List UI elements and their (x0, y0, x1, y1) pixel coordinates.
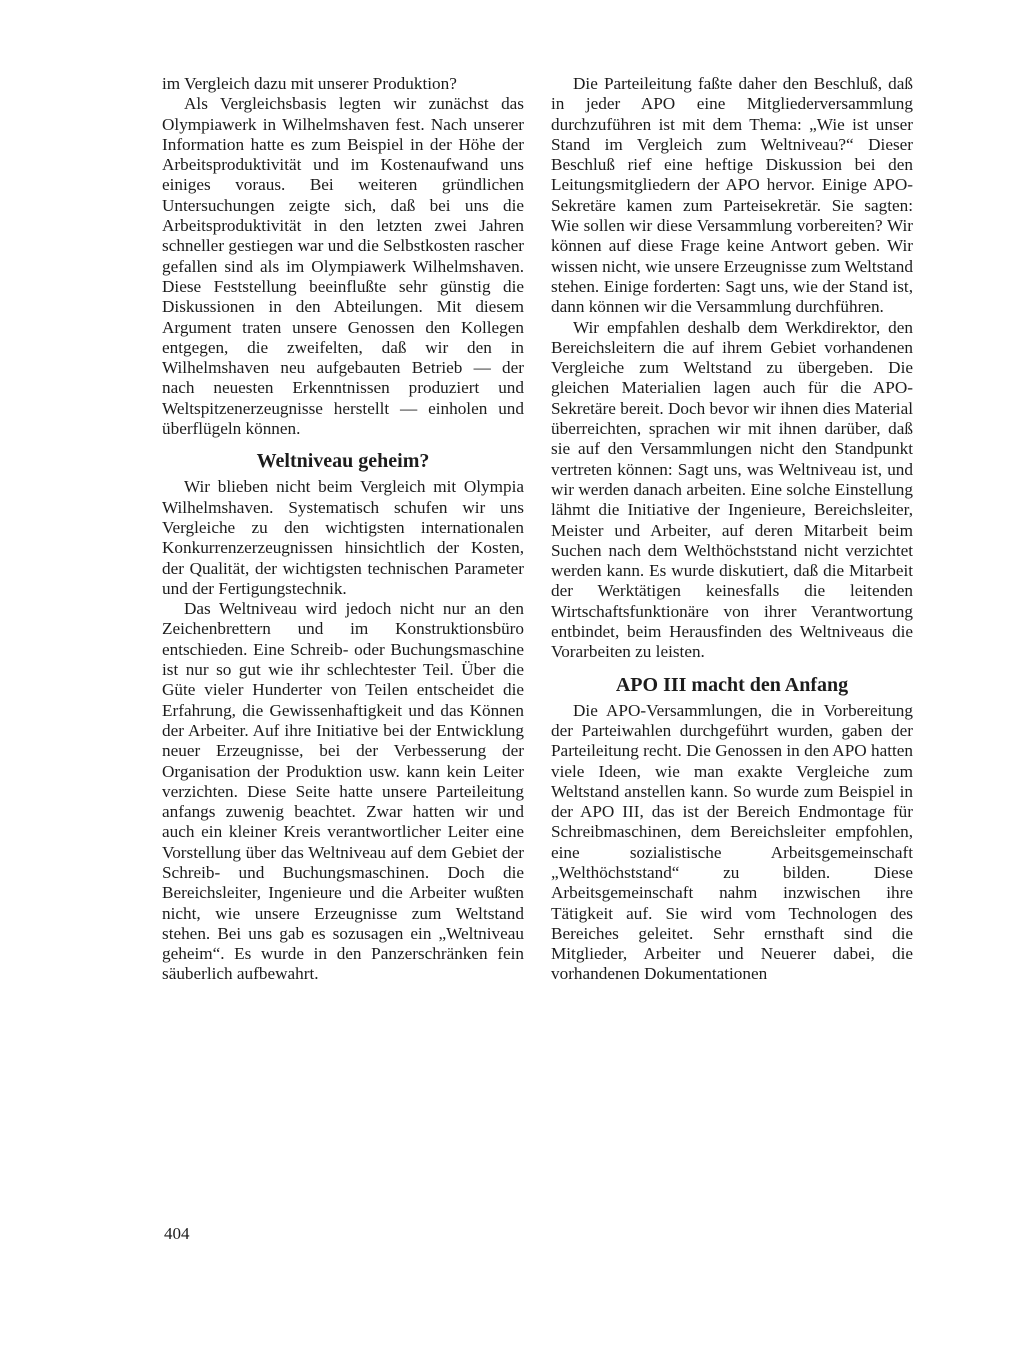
right-column (551, 74, 913, 985)
paragraph: Das Weltniveau wird jedoch nicht nur an den Zeichenbrettern und im Konstruktionsbüro entschieden. Eine Schreib- oder Buchungsmaschine ist nur so gut wie ihr schlechtester Teil. Über die Güte vieler Hunderter von Teilen entscheidet die Erfahrung, die Gewissenhaftigkeit und das Können der Arbeiter. Auf ihre Initiative bei der Entwicklung neuer Erzeugnisse, bei der Verbesserung der Organisation der Produktion usw. kann kein Leiter verzichten. Diese Seite hatte unsere Parteileitung anfangs zuwenig beachtet. Zwar hatten wir und auch ein kleiner Kreis verantwortlicher Leiter eine Vorstellung über das Weltniveau auf dem Gebiet der Schreib- und Buchungsmaschinen. Doch die Bereichsleiter, Ingenieure und die Arbeiter wußten nicht, wie unsere Erzeugnisse zum Weltstand stehen. Bei uns gab es sozusagen ein „Weltniveau geheim“. Es wurde in den Panzerschränken fein säuberlich aufbewahrt. (162, 599, 524, 984)
section-heading: APO III macht den Anfang (615, 673, 849, 696)
paragraph: Die APO-Versammlungen, die in Vorbereitung der Parteiwahlen durchgeführt wurden, gaben der Parteileitung recht. Die Genossen in den APO hatten viele Ideen, wie man exakte Vergleiche zum Weltstand anstellen kann. So wurde zum Beispiel in der APO III, das ist der Bereich Endmontage für Schreibmaschinen, dem Bereichsleiter empfohlen, eine sozialistische Arbeitsgemeinschaft „Welthöchststand“ zu bilden. Diese Arbeitsgemeinschaft nahm inzwischen ihre Tätigkeit auf. Sie wird vom Technologen des Bereiches geleitet. Sehr ernsthaft sind die Mitglieder, Arbeiter und Neuerer dabei, die vorhandenen Dokumentationen (551, 700, 913, 984)
page-number: 404 (164, 1224, 190, 1243)
left-column (162, 74, 524, 985)
paragraph: Die Parteileitung faßte daher den Beschluß, daß in jeder APO eine Mitgliederversammlung durchzuführen ist mit dem Thema: „Wie ist unser Stand im Vergleich zum Weltniveau?“ Dieser Beschluß rief eine heftige Diskussion bei den Leitungsmitgliedern der APO hervor. Einige APO-Sekretäre kamen zum Parteisekretär. Sie sagten: Wie sollen wir diese Versammlung vorbereiten? Wir können auf diese Frage keine Antwort geben. Wir wissen nicht, wie unsere Erzeugnisse zum Weltstand stehen. Einige forderten: Sagt uns, wie der Stand ist, dann können wir die Versammlung durchführen. (551, 74, 913, 317)
paragraph: Wir empfahlen deshalb dem Werkdirektor, den Bereichsleitern die auf ihrem Gebiet vorhandenen Vergleiche zum Weltstand zu übergeben. Die gleichen Materialien lagen auch für die APO-Sekretäre bereit. Doch bevor wir ihnen dies Material überreichten, sprachen wir mit ihnen darüber, daß sie auf den Versammlungen nicht den Standpunkt vertreten können: Sagt uns, was Weltniveau ist, und wir werden danach arbeiten. Eine solche Einstellung lähmt die Initiative der Ingenieure, Bereichsleiter, Meister und Arbeiter, auf deren Mitarbeit beim Suchen nach dem Welthöchststand nicht verzichtet werden kann. Es wurde diskutiert, daß die Mitarbeit der Werktätigen keinesfalls die leitenden Wirtschaftsfunktionäre von ihrer Verantwortung entbindet, beim Herausfinden des Weltniveaus die Vorarbeiten zu leisten. (551, 317, 913, 662)
paragraph: im Vergleich dazu mit unserer Produktion? (162, 74, 457, 93)
section-heading: Weltniveau geheim? (256, 450, 430, 473)
paragraph: Als Vergleichsbasis legten wir zunächst das Olympiawerk in Wilhelmshaven fest. Nach unserer Information hatte es zum Beispiel in der Höhe der Arbeitsproduktivität und im Kostenaufwand uns einiges voraus. Bei weiteren gründlichen Untersuchungen zeigte sich, daß bei uns die Arbeitsproduktivität in den letzten zwei Jahren schneller gestiegen war und die Selbstkosten rascher gefallen sind als im Olympiawerk Wilhelmshaven. Diese Feststellung beeinflußte sehr günstig die Diskussionen in den Abteilungen. Mit diesem Argument traten unsere Genossen den Kollegen entgegen, die zweifelten, daß wir den in Wilhelmshaven neu aufgebauten Betrieb — der nach neuesten Erkenntnissen produziert und Weltspitzenerzeugnisse herstellt — einholen und überflügeln können. (162, 94, 524, 439)
paragraph: Wir blieben nicht beim Vergleich mit Olympia Wilhelmshaven. Systematisch schufen wir uns Vergleiche zu den wichtigsten internationalen Konkurrenzerzeugnissen hinsichtlich der Kosten, der Qualität, der wichtigsten technischen Parameter und der Fertigungstechnik. (162, 477, 524, 598)
